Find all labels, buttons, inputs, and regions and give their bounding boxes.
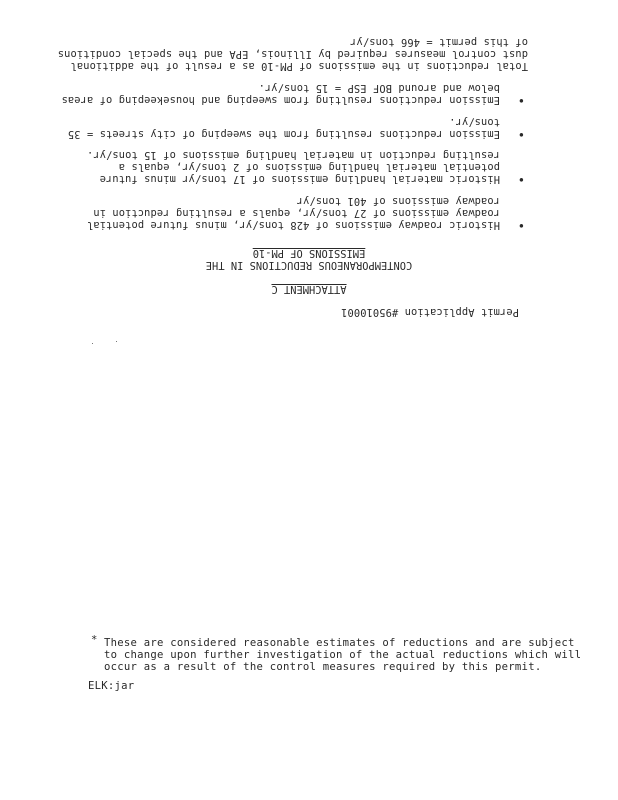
- total-line-2: dust control measures required by Illinois, EPA and the special conditions: [57, 48, 528, 60]
- bullet-4-line-2: below and around BOF ESP = 15 tons/yr.: [258, 82, 500, 94]
- bullet-marker: •: [517, 218, 525, 232]
- total-line-1: Total reductions in the emissions of PM-10 as a result of the additional: [70, 60, 528, 72]
- footnote-line-2: to change upon further investigation of the actual reductions which will: [104, 649, 582, 661]
- bullet-4-line-1: Emission reductions resulting from sweeping and housekeeping of areas: [61, 94, 500, 106]
- bullet-1-line-1: Historic roadway emissions of 428 tons/yr, minus future potential: [86, 219, 500, 231]
- permit-application-line: Permit Application #95010001: [341, 306, 519, 318]
- section-heading-line-1: CONTEMPORANEOUS REDUCTIONS IN THE: [205, 259, 413, 271]
- footnote-marker: *: [91, 634, 98, 646]
- footnote-line-1: These are considered reasonable estimates of reductions and are subject: [104, 637, 575, 649]
- author-initials: ELK:jar: [88, 680, 135, 692]
- attachment-title: ATTACHMENT C: [271, 283, 347, 295]
- bullet-1-line-3: roadway emissions of 401 tons/yr: [296, 195, 500, 207]
- bullet-3-line-1: Emission reductions resulting from the sweeping of city streets = 35: [67, 128, 500, 140]
- bullet-marker: •: [517, 127, 525, 141]
- bullet-3-line-2: tons/yr.: [449, 116, 500, 128]
- bullet-marker: •: [517, 172, 525, 186]
- total-line-3: of this permit = 466 tons/yr: [350, 36, 528, 48]
- bullet-2-line-2: potential material handling emissions of 2 tons/yr, equals a: [118, 161, 500, 173]
- footnote-line-3: occur as a result of the control measures required by this permit.: [104, 661, 542, 673]
- bullet-2-line-3: resulting reduction in material handling emissions of 15 tons/yr.: [86, 149, 500, 161]
- bullet-marker: •: [517, 93, 525, 107]
- bullet-2-line-1: Historic material handling emissions of 17 tons/yr minus future: [99, 173, 500, 185]
- bullet-1-line-2: roadway emissions of 27 tons/yr, equals a resulting reduction in: [93, 207, 500, 219]
- section-heading-line-2: EMISSIONS OF PM-10: [252, 247, 366, 259]
